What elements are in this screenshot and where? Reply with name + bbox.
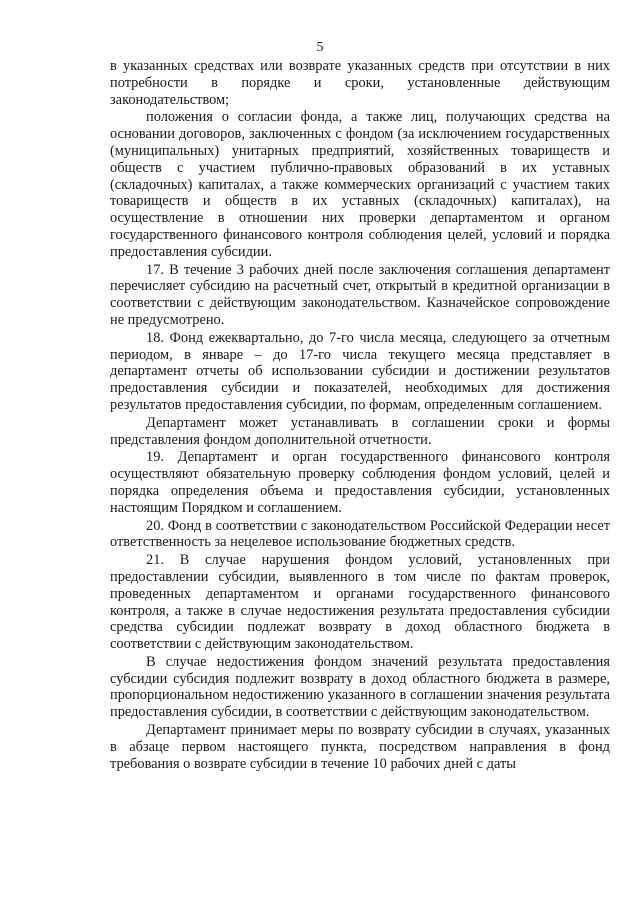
paragraph-return-measures: Департамент принимает меры по возврату субсидии в случаях, указанных в абзаце первом настоящего пункта, посредством направления в фонд требования о возврате субсидии в течение 10 рабочих дней с даты [110, 722, 610, 772]
paragraph-additional-reporting: Департамент может устанавливать в соглашении сроки и формы представления фондом дополнительной отчетности. [110, 414, 610, 448]
paragraph-proportional-return: В случае недостижения фондом значений результата предоставления субсидии субсидия подлежит возврату в доход областного бюджета в размере, пропорциональном недостижению указанного в соглашении значения результата предоставления субсидии, в соответствии с действующим законодательством. [110, 653, 610, 721]
paragraph-item-18: 18. Фонд ежеквартально, до 7-го числа месяца, следующего за отчетным периодом, в январе – до 17-го числа текущего месяца представляет в департамент отчеты об использовании субсидии и достижении результатов предоставления субсидии и показателей, необходимых для достижения результатов предоставления субсидии, по формам, определенным соглашением. [110, 329, 610, 413]
paragraph-continuation: в указанных средствах или возврате указанных средств при отсутствии в них потребности в порядке и сроки, установленные действующим законодательством; [110, 58, 610, 108]
paragraph-item-19: 19. Департамент и орган государственного финансового контроля осуществляют обязательную проверку соблюдения фондом условий, целей и порядка определения объема и предоставления субсидии, установленных настоящим Порядком и соглашением. [110, 449, 610, 516]
document-body [110, 58, 610, 773]
paragraph-consent-provision: положения о согласии фонда, а также лиц, получающих средства на основании договоров, заключенных с фондом (за исключением государственных (муниципальных) унитарных предприятий, хозяйственных товариществ и обществ с участием публично-правовых образований в их уставных (складочных) капиталах, а также коммерческих организаций с участием таких товариществ и обществ в их уставных (складочных) капиталах), на осуществление в отношении них проверки департаментом и органом государственного финансового контроля соблюдения целей, условий и порядка предоставления субсидии. [110, 109, 610, 260]
paragraph-item-17: 17. В течение 3 рабочих дней после заключения соглашения департамент перечисляет субсидию на расчетный счет, открытый в кредитной организации в соответствии с действующим законодательством. Казначейское сопровождение не предусмотрено. [110, 261, 610, 328]
paragraph-item-21: 21. В случае нарушения фондом условий, установленных при предоставлении субсидии, выявленного в том числе по фактам проверок, проведенных департаментом и органами государственного финансового контроля, а также в случае недостижения результата предоставления субсидии средства субсидии подлежат возврату в доход областного бюджета в соответствии с действующим законодательством. [110, 552, 610, 653]
paragraph-item-20: 20. Фонд в соответствии с законодательством Российской Федерации несет ответственность за нецелевое использование бюджетных средств. [110, 517, 610, 551]
page-number: 5 [316, 40, 324, 55]
